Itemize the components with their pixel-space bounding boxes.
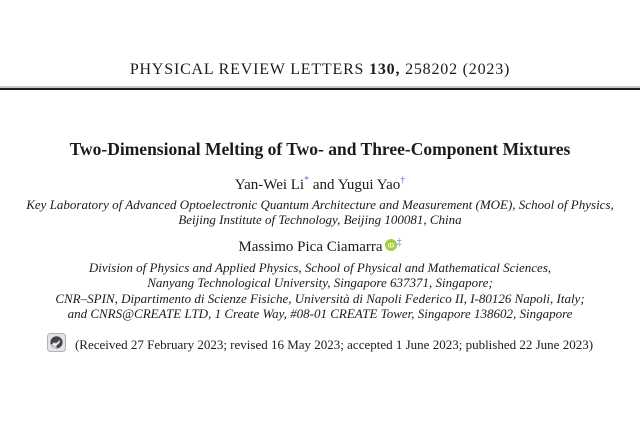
footnote-asterisk-link[interactable]: *	[304, 175, 310, 186]
article-title: Two-Dimensional Melting of Two- and Three-Component Mixtures	[69, 139, 571, 159]
affiliation-line: Division of Physics and Applied Physics, School of Physical and Mathematical Sciences,	[88, 260, 552, 275]
journal-masthead	[0, 61, 640, 79]
affiliation-line: CNR–SPIN, Dipartimento di Scienze Fisiche, Università di Napoli Federico II, I-80126 Napoli, Italy;	[55, 290, 585, 306]
author-line-first-group	[0, 177, 640, 194]
affiliation-line: Beijing Institute of Technology, Beijing 100081, China	[178, 212, 462, 228]
journal-volume: 130,	[369, 61, 401, 78]
publication-history-row	[0, 333, 640, 356]
affiliation-line: Nanyang Technological University, Singapore 637371, Singapore;	[147, 275, 493, 291]
author-line-second-group	[0, 239, 640, 256]
author-name: Yugui Yao	[337, 177, 401, 193]
author-name: Yan-Wei Li	[234, 177, 305, 193]
svg-text:iD: iD	[387, 242, 394, 250]
publication-history-text: (Received 27 February 2023; revised 16 May 2023; accepted 1 June 2023; published 22 June 2023)	[74, 336, 594, 352]
footnote-dagger-link[interactable]: †	[400, 175, 406, 186]
orcid-icon[interactable]	[385, 239, 397, 256]
footnote-double-dagger-link[interactable]: ‡	[396, 237, 402, 248]
affiliation-block-1	[0, 197, 640, 228]
journal-citation: 258202 (2023)	[405, 61, 511, 78]
author-name: Massimo Pica Ciamarra	[238, 239, 383, 255]
author-separator: and	[309, 177, 338, 193]
masthead-rule	[0, 88, 640, 90]
affiliation-block-2	[0, 260, 640, 322]
journal-name: PHYSICAL REVIEW LETTERS	[129, 61, 365, 78]
crossmark-icon[interactable]	[47, 333, 66, 356]
affiliation-line: Key Laboratory of Advanced Optoelectronic Quantum Architecture and Measurement (MOE), School of Physics,	[26, 197, 614, 212]
affiliation-line: and CNRS@CREATE LTD, 1 Create Way, #08-01 CREATE Tower, Singapore 138602, Singapore	[67, 306, 573, 322]
